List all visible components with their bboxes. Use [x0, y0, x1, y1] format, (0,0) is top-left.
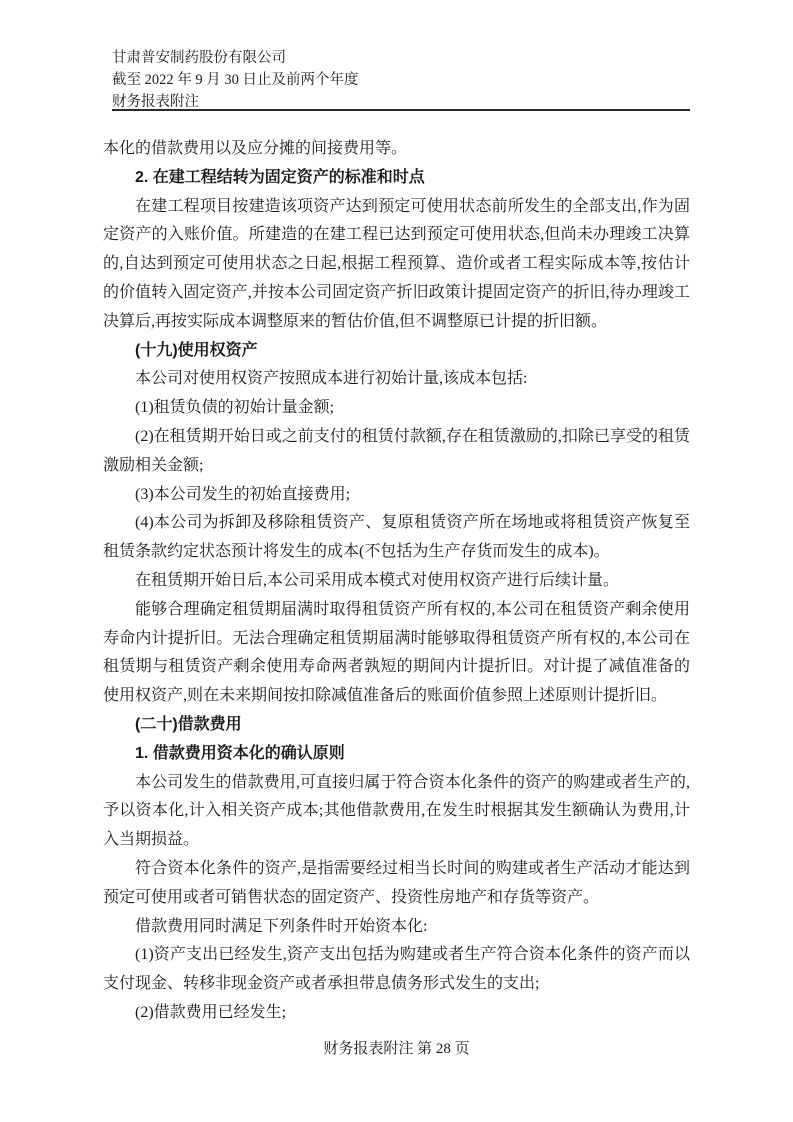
report-title: 财务报表附注 — [112, 94, 199, 110]
report-period: 截至 2022 年 9 月 30 日止及前两个年度 — [112, 72, 359, 88]
company-name: 甘肃普安制药股份有限公司 — [112, 50, 286, 66]
body-paragraph: 符合资本化条件的资产,是指需要经过相当长时间的购建或者生产活动才能达到预定可使用或者可销售状态的固定资产、投资性房地产和存货等资产。 — [103, 859, 690, 906]
document-body — [103, 135, 690, 1028]
body-paragraph: (1)租赁负债的初始计量金额; — [135, 399, 335, 417]
header-divider — [112, 109, 690, 111]
body-paragraph: (4)本公司为拆卸及移除租赁资产、复原租赁资产所在场地或将租赁资产恢复至租赁条款约定状态预计将发生的成本(不包括为生产存货而发生的成本)。 — [103, 514, 690, 561]
page-footer — [0, 1038, 793, 1060]
section-heading: (二十)借款费用 — [135, 715, 242, 733]
body-paragraph: 在租赁期开始日后,本公司采用成本模式对使用权资产进行后续计量。 — [135, 571, 620, 589]
section-heading: 2. 在建工程结转为固定资产的标准和时点 — [135, 168, 425, 186]
body-paragraph: 本公司发生的借款费用,可直接归属于符合资本化条件的资产的购建或者生产的,予以资本化,计入相关资产成本;其他借款费用,在发生时根据其发生额确认为费用,计入当期损益。 — [103, 773, 690, 849]
body-paragraph: 借款费用同时满足下列条件时开始资本化: — [135, 917, 428, 935]
body-paragraph: 能够合理确定租赁期届满时取得租赁资产所有权的,本公司在租赁资产剩余使用寿命内计提折旧。无法合理确定租赁期届满时能够取得租赁资产所有权的,本公司在租赁期与租赁资产剩余使用寿命两者孰短的期间内计提折旧。对计提了减值准备的使用权资产,则在未来期间按扣除减值准备后的账面价值参照上述原则计提折旧。 — [103, 600, 690, 705]
section-heading: (十九)使用权资产 — [135, 341, 258, 359]
page-number-label: 财务报表附注 第 28 页 — [323, 1041, 470, 1057]
body-paragraph: (2)在租赁期开始日或之前支付的租赁付款额,存在租赁激励的,扣除已享受的租赁激励相关金额; — [103, 427, 690, 474]
section-heading: 1. 借款费用资本化的确认原则 — [135, 744, 345, 762]
body-paragraph: (3)本公司发生的初始直接费用; — [135, 485, 351, 503]
body-paragraph: (1)资产支出已经发生,资产支出包括为购建或者生产符合资本化条件的资产而以支付现金、转移非现金资产或者承担带息债务形式发生的支出; — [103, 946, 690, 993]
body-paragraph: 在建工程项目按建造该项资产达到预定可使用状态前所发生的全部支出,作为固定资产的入账价值。所建造的在建工程已达到预定可使用状态,但尚未办理竣工决算的,自达到预定可使用状态之日起,根据工程预算、造价或者工程实际成本等,按估计的价值转入固定资产,并按本公司固定资产折旧政策计提固定资产的折旧,待办理竣工决算后,再按实际成本调整原来的暂估价值,但不调整原已计提的折旧额。 — [103, 197, 690, 330]
body-paragraph: 本公司对使用权资产按照成本进行初始计量,该成本包括: — [135, 370, 528, 388]
body-paragraph: (2)借款费用已经发生; — [135, 1003, 287, 1021]
document-header — [112, 47, 690, 113]
body-paragraph: 本化的借款费用以及应分摊的间接费用等。 — [103, 140, 408, 157]
